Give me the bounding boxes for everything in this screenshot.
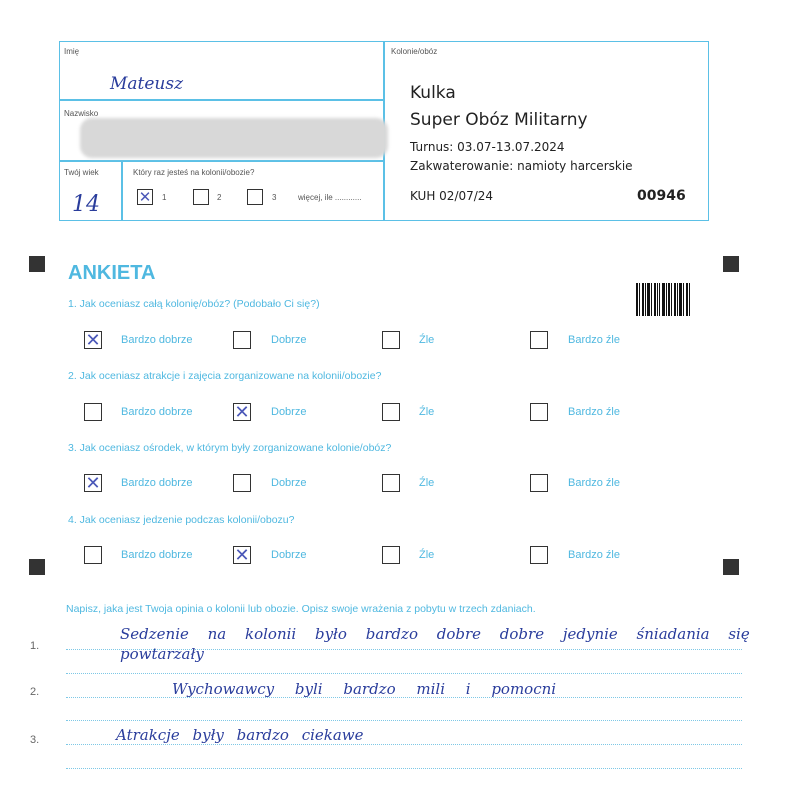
- visit-option-more: więcej, ile ............: [298, 193, 362, 202]
- wiek-label: Twój wiek: [64, 168, 99, 177]
- form-number: 00946: [637, 188, 686, 204]
- q2-option-zle: Źle: [419, 406, 435, 418]
- q3-checkbox-zle[interactable]: [382, 474, 400, 492]
- visit-option-2: 2: [217, 193, 222, 202]
- q4-checkbox-bardzo-zle[interactable]: [530, 546, 548, 564]
- line-number-3: 3.: [30, 734, 40, 746]
- q1-checkbox-bardzo-zle[interactable]: [530, 331, 548, 349]
- line-number-2: 2.: [30, 686, 40, 698]
- q2-option-dobrze: Dobrze: [271, 406, 307, 418]
- visit-checkbox-3[interactable]: [247, 189, 263, 205]
- wiek-value: 14: [72, 192, 100, 217]
- q2-checkbox-bardzo-dobrze[interactable]: [84, 403, 102, 421]
- q3-checkbox-bardzo-zle[interactable]: [530, 474, 548, 492]
- q3-checkbox-dobrze[interactable]: [233, 474, 251, 492]
- q1-option-zle: Źle: [419, 334, 435, 346]
- registration-marker: [723, 256, 739, 272]
- check-mark-icon: ✕: [85, 473, 101, 494]
- redacted-surname: [80, 118, 388, 158]
- q4-option-dobrze: Dobrze: [271, 549, 307, 561]
- question-3: 3. Jak oceniasz ośrodek, w którym były zorganizowane kolonie/obóz?: [68, 442, 392, 454]
- q4-option-bardzo-zle: Bardzo źle: [568, 549, 620, 561]
- camp-name: Super Obóz Militarny: [410, 110, 588, 130]
- q1-checkbox-zle[interactable]: [382, 331, 400, 349]
- zakwaterowanie: Zakwaterowanie: namioty harcerskie: [410, 159, 633, 173]
- q3-checkbox-bardzo-dobrze[interactable]: [84, 474, 102, 492]
- q2-option-bardzo-zle: Bardzo źle: [568, 406, 620, 418]
- survey-title: ANKIETA: [68, 262, 156, 284]
- q2-checkbox-zle[interactable]: [382, 403, 400, 421]
- line-number-1: 1.: [30, 640, 40, 652]
- registration-marker: [29, 559, 45, 575]
- answer-line: [66, 720, 742, 721]
- q3-option-bardzo-dobrze: Bardzo dobrze: [121, 477, 193, 489]
- header-row-divider: [59, 99, 383, 101]
- question-2: 2. Jak oceniasz atrakcje i zajęcia zorganizowane na kolonii/obozie?: [68, 370, 382, 382]
- visit-option-3: 3: [272, 193, 277, 202]
- q4-option-bardzo-dobrze: Bardzo dobrze: [121, 549, 193, 561]
- ktory-raz-label: Który raz jesteś na kolonii/obozie?: [133, 168, 255, 177]
- header-age-divider: [121, 160, 123, 221]
- answer-1: Sedzenie na kolonii było bardzo dobre dobre jedynie śniadania się powtarzały: [120, 625, 750, 663]
- answer-2: Wychowawcy byli bardzo mili i pomocni: [172, 680, 557, 698]
- visit-checkbox-1[interactable]: [137, 189, 153, 205]
- question-4: 4. Jak oceniasz jedzenie podczas kolonii/obozu?: [68, 514, 295, 526]
- q3-option-dobrze: Dobrze: [271, 477, 307, 489]
- question-1: 1. Jak oceniasz całą kolonię/obóz? (Podobało Ci się?): [68, 298, 320, 310]
- q1-option-bardzo-zle: Bardzo źle: [568, 334, 620, 346]
- check-mark-icon: ✕: [138, 188, 152, 206]
- q1-checkbox-bardzo-dobrze[interactable]: [84, 331, 102, 349]
- barcode-icon: [636, 283, 690, 316]
- q3-option-bardzo-zle: Bardzo źle: [568, 477, 620, 489]
- visit-checkbox-2[interactable]: [193, 189, 209, 205]
- q2-checkbox-dobrze[interactable]: [233, 403, 251, 421]
- answer-line: [66, 744, 742, 745]
- imie-value: Mateusz: [110, 74, 184, 94]
- opinion-prompt: Napisz, jaka jest Twoja opinia o kolonii lub obozie. Opisz swoje wrażenia z pobytu w trzech zdaniach.: [66, 603, 536, 615]
- q1-checkbox-dobrze[interactable]: [233, 331, 251, 349]
- camp-code: KUH 02/07/24: [410, 189, 494, 203]
- imie-label: Imię: [64, 47, 80, 56]
- check-mark-icon: ✕: [234, 545, 250, 566]
- kolonie-label: Kolonie/obóz: [391, 47, 438, 56]
- answer-3: Atrakcje były bardzo ciekawe: [116, 726, 364, 744]
- answer-line: [66, 768, 742, 769]
- nazwisko-label: Nazwisko: [64, 109, 99, 118]
- registration-marker: [723, 559, 739, 575]
- q1-option-bardzo-dobrze: Bardzo dobrze: [121, 334, 193, 346]
- q4-option-zle: Źle: [419, 549, 435, 561]
- q1-option-dobrze: Dobrze: [271, 334, 307, 346]
- header-row-divider: [59, 160, 383, 162]
- q4-checkbox-zle[interactable]: [382, 546, 400, 564]
- check-mark-icon: ✕: [85, 330, 101, 351]
- visit-option-1: 1: [162, 193, 167, 202]
- q4-checkbox-bardzo-dobrze[interactable]: [84, 546, 102, 564]
- q2-option-bardzo-dobrze: Bardzo dobrze: [121, 406, 193, 418]
- check-mark-icon: ✕: [234, 402, 250, 423]
- q3-option-zle: Źle: [419, 477, 435, 489]
- q4-checkbox-dobrze[interactable]: [233, 546, 251, 564]
- q2-checkbox-bardzo-zle[interactable]: [530, 403, 548, 421]
- registration-marker: [29, 256, 45, 272]
- organizer: Kulka: [410, 83, 456, 103]
- answer-line: [66, 673, 742, 674]
- turnus: Turnus: 03.07-13.07.2024: [410, 140, 565, 154]
